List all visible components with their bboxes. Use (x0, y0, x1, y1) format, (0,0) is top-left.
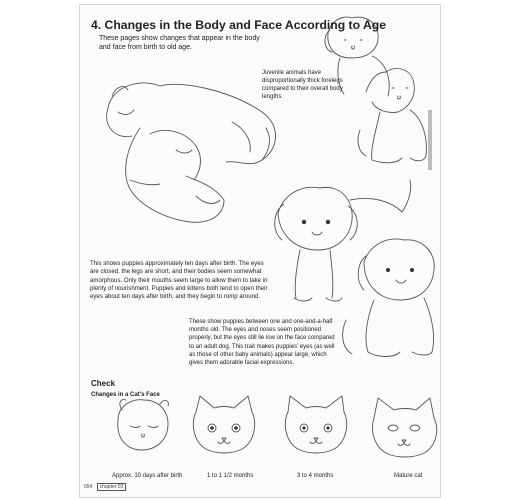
page-title: 4. Changes in the Body and Face According to Age (91, 18, 387, 32)
sleeping-puppies-drawing (107, 83, 276, 222)
note-ten-days: This shows puppies approximately ten days after birth. The eyes are closed, the legs are short, and their bodies seem somewhat amorphous. Only their mouths seem large to allow them to take in plenty of nourishment. Puppies and kittens both tend to open their eyes about ten days after birth, and they begin to romp around. (90, 260, 268, 301)
cat-face-2-drawing (193, 396, 254, 453)
cat-face-1-drawing (118, 400, 169, 450)
caption-10-days: Approx. 10 days after birth (112, 473, 183, 479)
caption-3-months: 3 to 4 months (297, 473, 334, 479)
intro-text: These pages show changes that appear in the body and face from birth to old age. (99, 35, 260, 51)
page-footer (84, 484, 126, 490)
note-juvenile: Juvenile animals have disproportionally thick forelegs compared to their overall body lengths. (262, 70, 343, 100)
cat-face-3-drawing (285, 396, 346, 453)
chapter-label: chapter 02 (97, 483, 127, 491)
caption-1-month: 1 to 1 1/2 months (207, 473, 254, 479)
note-months: These show puppies between one and one-and-a-half months old. The eyes and noses seem positioned properly, but the eyes still lie low on the face compared to an adult dog. This trait makes puppies' eyes (as well as those of other baby animals) appear large, which gives them adorable facial expressions. (189, 319, 335, 367)
check-subheading: Changes in a Cat's Face (91, 392, 160, 398)
caption-mature: Mature cat (394, 473, 423, 479)
page-number: 054 (84, 484, 93, 490)
cat-face-4-drawing (373, 398, 437, 457)
check-heading: Check (91, 379, 116, 388)
